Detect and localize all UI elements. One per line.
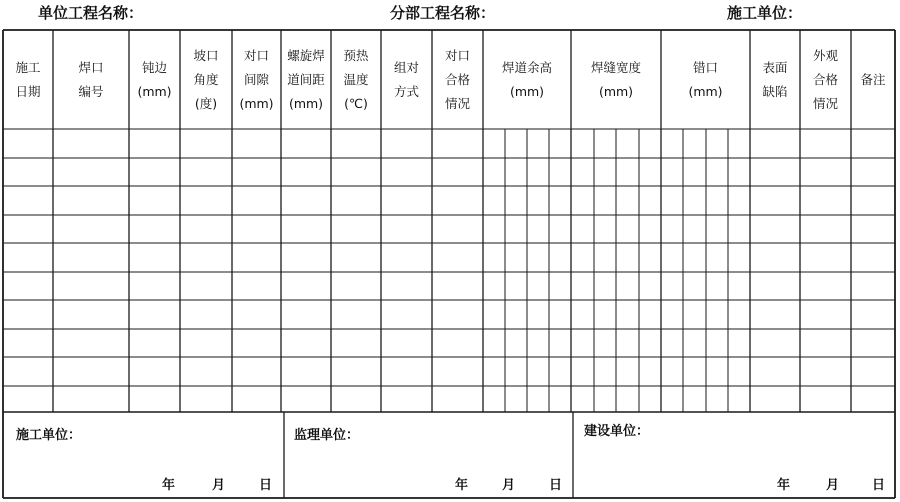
column-header-line: 预热 <box>343 47 369 63</box>
column-header <box>851 30 895 129</box>
column-header-line: (mm) <box>598 83 634 99</box>
column-header-line: 表面 <box>762 59 788 75</box>
column-header <box>483 30 571 129</box>
supervision-day: 日 <box>549 478 563 493</box>
column-header-line: 钝边 <box>141 59 167 75</box>
column-header <box>180 30 232 129</box>
column-header <box>432 30 483 129</box>
column-header-line: (mm) <box>137 83 172 99</box>
construction-month: 月 <box>212 478 226 493</box>
owner-day: 日 <box>872 478 886 493</box>
column-header-line: 日期 <box>15 83 41 99</box>
column-header-line: (℃) <box>344 95 368 111</box>
column-header-line: 焊缝宽度 <box>590 59 641 75</box>
column-header-line: 方式 <box>393 83 419 99</box>
column-header <box>381 30 432 129</box>
column-header-line: 温度 <box>343 71 369 87</box>
column-header-line: (mm) <box>688 83 723 99</box>
column-header-line: (mm) <box>509 83 545 99</box>
column-header-line: 备注 <box>860 71 886 87</box>
column-header <box>750 30 800 129</box>
construction-unit-label: 施工单位： <box>727 4 803 22</box>
column-header-line: 编号 <box>78 83 104 99</box>
column-header-line: 螺旋焊 <box>287 47 325 63</box>
owner-month: 月 <box>826 478 840 493</box>
column-header <box>571 30 661 129</box>
column-header-line: 角度 <box>193 71 219 87</box>
column-header-line: 焊口 <box>78 59 104 75</box>
unit-project-label: 单位工程名称： <box>38 4 144 22</box>
signature-owner-label: 建设单位： <box>584 424 650 439</box>
column-header <box>3 30 53 129</box>
column-header <box>281 30 331 129</box>
column-header <box>331 30 381 129</box>
column-header <box>129 30 180 129</box>
column-header-line: 错口 <box>692 59 718 75</box>
signature-construction-label: 施工单位： <box>16 428 82 443</box>
construction-year: 年 <box>162 478 176 493</box>
column-header-line: (mm) <box>288 95 324 111</box>
column-header-line: 外观 <box>812 47 838 63</box>
column-header-line: 间隙 <box>243 71 269 87</box>
column-header-line: 对口 <box>444 47 470 63</box>
column-header-line: 合格 <box>444 71 470 87</box>
column-header-line: 情况 <box>444 95 470 111</box>
supervision-month: 月 <box>502 478 516 493</box>
column-header-line: 对口 <box>243 47 269 63</box>
column-header-line: 合格 <box>812 71 838 87</box>
column-header-line: 坡口 <box>193 47 219 63</box>
sub-project-label: 分部工程名称： <box>390 4 496 22</box>
column-header-line: 施工 <box>15 59 41 75</box>
column-header-line: 焊道余高 <box>501 59 552 75</box>
column-header-line: 情况 <box>812 95 838 111</box>
column-header <box>53 30 129 129</box>
signature-supervision-label: 监理单位： <box>294 428 360 443</box>
owner-year: 年 <box>777 478 791 493</box>
construction-day: 日 <box>259 478 273 493</box>
column-header-line: 缺陷 <box>762 83 788 99</box>
column-header-line: 组对 <box>393 59 419 75</box>
column-header <box>800 30 851 129</box>
column-header <box>232 30 281 129</box>
column-header-line: (度) <box>194 95 218 111</box>
column-header-line: (mm) <box>239 95 274 111</box>
column-header <box>661 30 750 129</box>
supervision-year: 年 <box>455 478 469 493</box>
column-header-line: 道间距 <box>287 71 325 87</box>
